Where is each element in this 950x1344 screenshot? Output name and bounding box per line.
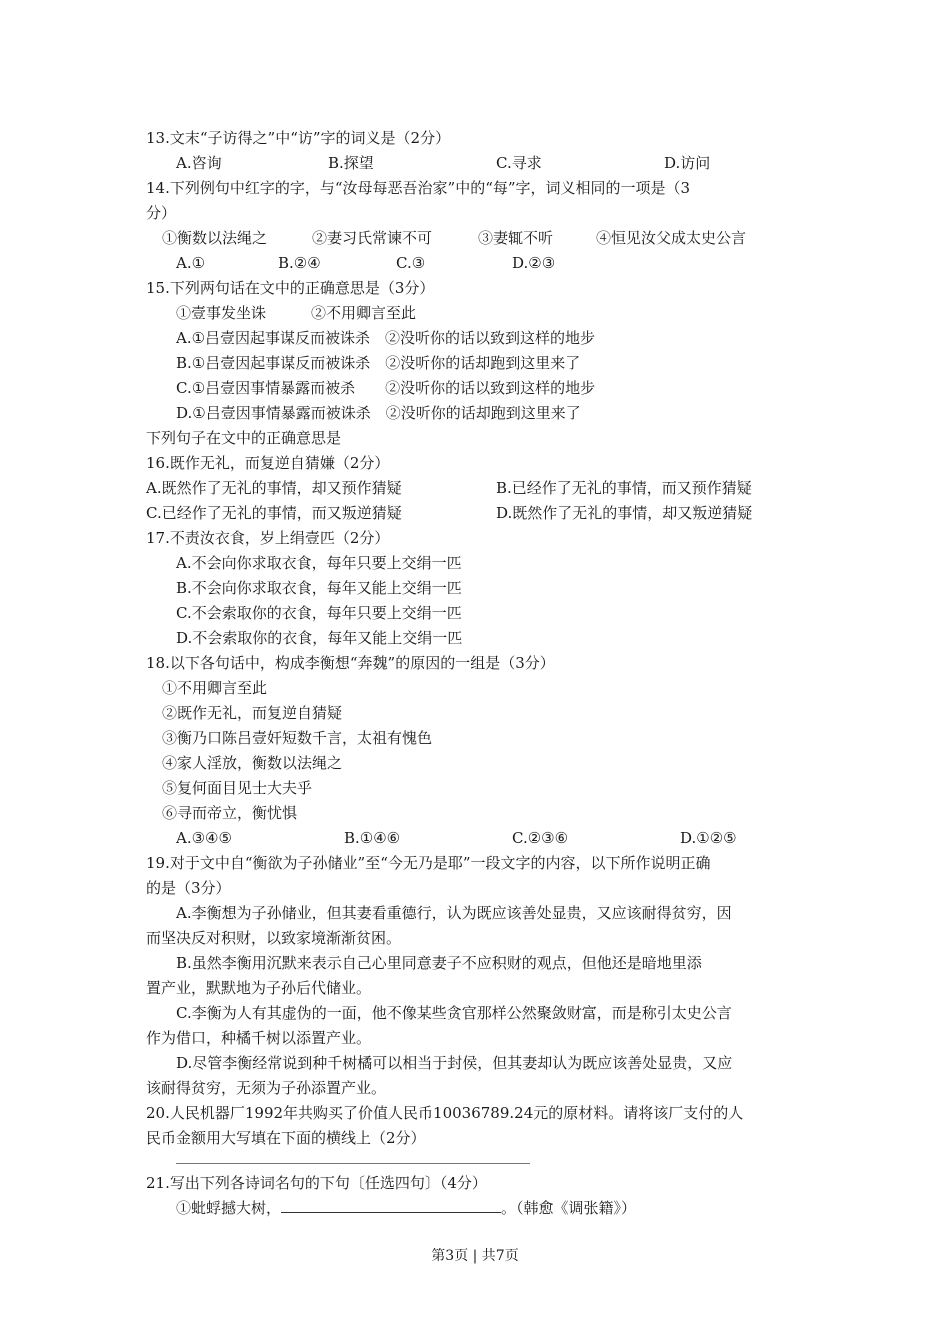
q14-option-a: A.① — [176, 254, 206, 272]
q18-item-2: ②既作无礼，而复逆自猜疑 — [162, 704, 343, 722]
q17-option-a: A.不会向你求取衣食，每年只要上交绢一匹 — [176, 554, 462, 572]
q16-option-a: A.既然作了无礼的事情，却又预作猜疑 — [146, 479, 402, 497]
q19-stem-line2: 的是（3分） — [146, 879, 231, 897]
q13-option-a: A.咨询 — [176, 154, 222, 172]
q16-stem: 16.既作无礼，而复逆自猜嫌（2分） — [146, 454, 390, 472]
q18-option-b: B.①④⑥ — [344, 829, 401, 847]
section-intro: 下列句子在文中的正确意思是 — [146, 429, 342, 447]
q13-option-b: B.探望 — [328, 154, 374, 172]
q14-stem-line1: 14.下列例句中红字的字，与“汝母每恶吾治家”中的“每”字，词义相同的一项是（3 — [146, 179, 691, 197]
q21-item-1-end: 。（韩愈《调张籍》） — [501, 1199, 637, 1217]
q20-stem-line2: 民币金额用大写填在下面的横线上（2分） — [146, 1129, 426, 1147]
q14-example-2: ②妻习氏常谏不可 — [312, 229, 433, 247]
q14-option-d: D.②③ — [512, 254, 556, 272]
q19-option-b-line1: B.虽然李衡用沉默来表示自己心里同意妻子不应积财的观点，但他还是暗地里添 — [176, 954, 702, 972]
q14-example-1: ①衡数以法绳之 — [162, 229, 268, 247]
q18-item-6: ⑥寻而帝立，衡忧惧 — [162, 804, 298, 822]
q18-item-4: ④家人淫放，衡数以法绳之 — [162, 754, 343, 772]
q15-option-a: A.①吕壹因起事谋反而被诛杀 ②没听你的话以致到这样的地步 — [176, 329, 596, 347]
q18-option-a: A.③④⑤ — [176, 829, 232, 847]
q18-item-5: ⑤复何面目见士大夫乎 — [162, 779, 313, 797]
q16-option-b: B.已经作了无礼的事情，而又预作猜疑 — [496, 479, 752, 497]
q18-stem: 18.以下各句话中，构成李衡想“奔魏”的原因的一组是（3分） — [146, 654, 555, 672]
q21-item-1-start: ①蚍蜉撼大树， — [176, 1199, 282, 1217]
q19-option-a-line2: 而坚决反对积财，以致家境渐渐贫困。 — [146, 929, 402, 947]
q19-option-d-line2: 该耐得贫穷，无须为子孙添置产业。 — [146, 1079, 387, 1097]
q19-option-c-line2: 作为借口，种橘千树以添置产业。 — [146, 1029, 372, 1047]
q19-option-d-line1: D.尽管李衡经常说到种千树橘可以相当于封侯，但其妻却认为既应该善处显贵，又应 — [176, 1054, 733, 1072]
q14-example-4: ④恒见汝父成太史公言 — [596, 229, 747, 247]
q15-stem: 15.下列两句话在文中的正确意思是（3分） — [146, 279, 435, 297]
q15-option-b: B.①吕壹因起事谋反而被诛杀 ②没听你的话却跑到这里来了 — [176, 354, 581, 372]
q18-item-3: ③衡乃口陈吕壹奸短数千言，太祖有愧色 — [162, 729, 433, 747]
q17-option-c: C.不会索取你的衣食，每年只要上交绢一匹 — [176, 604, 462, 622]
q21-stem: 21.写出下列各诗词名句的下句〔任选四句〕（4分） — [146, 1174, 487, 1192]
q13-option-d: D.访问 — [664, 154, 711, 172]
q19-option-c-line1: C.李衡为人有其虚伪的一面，他不像某些贪官那样公然聚敛财富，而是称引太史公言 — [176, 1004, 732, 1022]
q17-option-d: D.不会索取你的衣食，每年又能上交绢一匹 — [176, 629, 463, 647]
q19-stem-line1: 19.对于文中自“衡欲为子孙储业”至“今无乃是耶”一段文字的内容，以下所作说明正确 — [146, 854, 711, 872]
q13-option-c: C.寻求 — [496, 154, 542, 172]
q16-option-d: D.既然作了无礼的事情，却又叛逆猜疑 — [496, 504, 753, 522]
page-number: 第3页 | 共7页 — [431, 1248, 519, 1264]
q19-option-a-line1: A.李衡想为子孙储业，但其妻看重德行，认为既应该善处显贵，又应该耐得贫穷，因 — [176, 904, 732, 922]
q21-item-1-blank[interactable] — [281, 1198, 501, 1213]
q20-stem-line1: 20.人民机器厂1992年共购买了价值人民币10036789.24元的原材料。请将该厂支付的人 — [146, 1104, 744, 1122]
q18-item-1: ①不用卿言至此 — [162, 679, 268, 697]
q19-option-b-line2: 置产业，默默地为子孙后代储业。 — [146, 979, 372, 997]
q18-option-d: D.①②⑤ — [680, 829, 737, 847]
q21-item-1 — [176, 1198, 636, 1218]
q18-option-c: C.②③⑥ — [512, 829, 569, 847]
q15-option-d: D.①吕壹因事情暴露而被诛杀 ②没听你的话却跑到这里来了 — [176, 404, 581, 422]
q14-option-c: C.③ — [396, 254, 426, 272]
q17-stem: 17.不责汝衣食，岁上绢壹匹（2分） — [146, 529, 390, 547]
q15-sentences: ①壹事发坐诛 ②不用卿言至此 — [176, 304, 417, 322]
q20-answer-line[interactable] — [176, 1163, 530, 1164]
q14-stem-line2: 分） — [146, 204, 177, 222]
q14-example-3: ③妻辄不听 — [478, 229, 554, 247]
q14-option-b: B.②④ — [278, 254, 321, 272]
q13-stem: 13.文末“子访得之”中“访”字的词义是（2分） — [146, 129, 451, 147]
q16-option-c: C.已经作了无礼的事情，而又叛逆猜疑 — [146, 504, 402, 522]
q17-option-b: B.不会向你求取衣食，每年又能上交绢一匹 — [176, 579, 462, 597]
q15-option-c: C.①吕壹因事情暴露而被杀 ②没听你的话以致到这样的地步 — [176, 379, 596, 397]
